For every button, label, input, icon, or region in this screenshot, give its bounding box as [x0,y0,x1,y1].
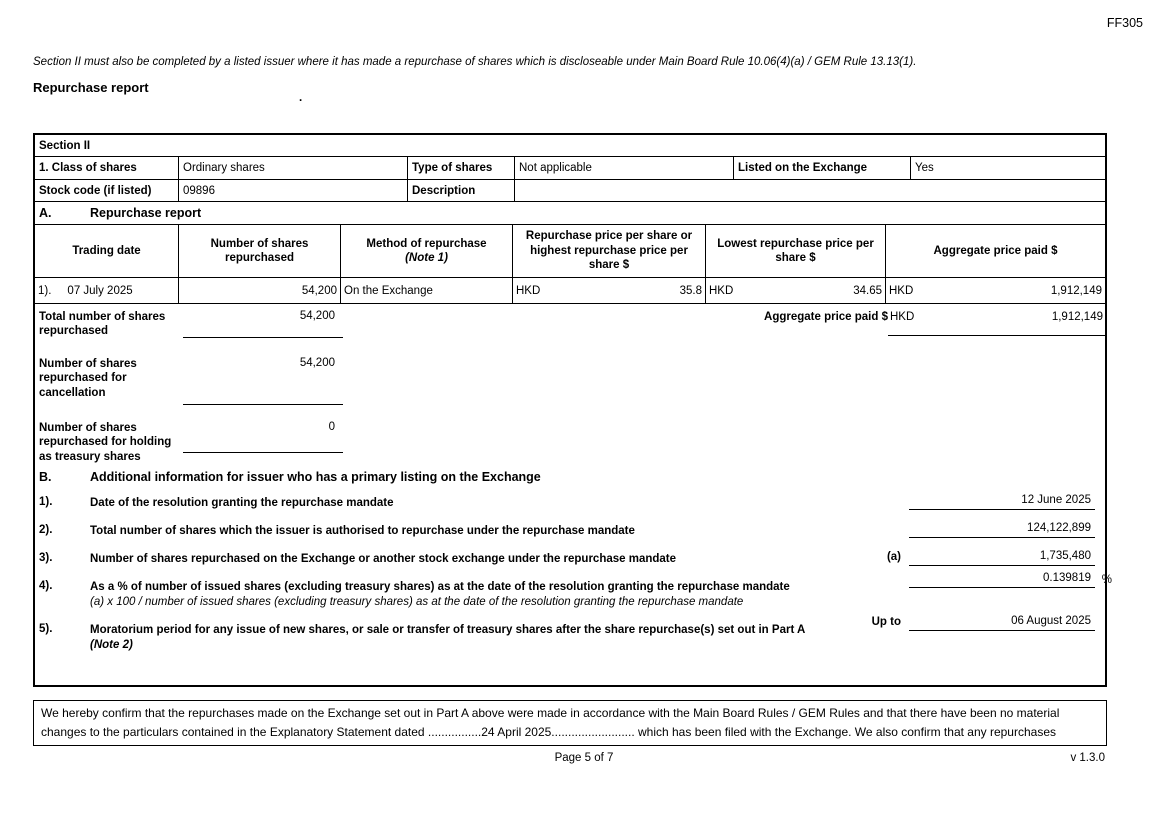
b5-prefix: Up to [871,615,901,628]
row-number: 1). [38,284,52,297]
b5-text: Moratorium period for any issue of new shares, or sale or transfer of treasury shares after the share repurchase(s) set out in Part A [90,623,806,636]
section-a-letter: A. [39,206,52,220]
form-code: FF305 [1106,16,1143,30]
class-of-shares-row [35,157,1105,180]
type-of-shares-value: Not applicable [515,157,734,179]
b1-value: 12 June 2025 [909,494,1095,510]
col-method-label: Method of repurchase [366,237,487,250]
stock-code-value: 09896 [179,180,408,201]
aggregate-total-currency: HKD [890,311,915,323]
aggregate-total-label: Aggregate price paid $ [764,311,888,323]
stock-code-label: Stock code (if listed) [35,180,179,201]
b5-note: (Note 2) [90,638,133,651]
aggregate-total-value: 1,912,149 [1051,311,1103,323]
b5-number: 5). [39,622,53,635]
treasury-shares-value: 0 [183,421,343,453]
b2-value: 124,122,899 [909,522,1095,538]
b4-value-number: 0.139819 [1043,571,1091,584]
page-title: Repurchase report [33,80,149,95]
b3-value-wrap [887,550,1095,566]
repurchase-table [35,224,1105,304]
row-high-price-cell [513,278,706,303]
aggregate-total-row [764,310,1105,336]
description-label: Description [408,180,515,201]
section-b-heading [35,470,1105,484]
col-shares-repurchased: Number of shares repurchased [179,225,341,277]
b4-number: 4). [39,579,53,592]
col-method-note: (Note 1) [405,252,448,264]
list-item-b2 [35,521,1105,539]
section-b [35,466,1112,653]
aggregate-total-box [888,310,1105,336]
treasury-shares-row [35,421,1105,464]
table-row [35,277,1105,303]
b2-value-wrap [909,522,1095,538]
section-ii-header: Section II [35,135,1105,157]
b3-value: 1,735,480 [909,550,1095,566]
b3-prefix: (a) [886,550,901,563]
confirmation-line1: We hereby confirm that the repurchases made on the Exchange set out in Part A above were made in accordance with the Main Board Rules / GEM Rules and that there have been no material [41,706,1060,720]
row-aggregate-price: 1,912,149 [1050,284,1102,297]
b5-value: 06 August 2025 [909,615,1095,631]
type-of-shares-label: Type of shares [408,157,515,179]
class-of-shares-label: 1. Class of shares [35,157,179,179]
row-high-price: 35.8 [679,284,702,297]
class-of-shares-value: Ordinary shares [179,157,408,179]
treasury-shares-label: Number of shares repurchased for holding as treasury shares [39,421,172,463]
list-item-b4 [35,571,1112,610]
list-item-b5 [35,614,1105,653]
cancellation-shares-label: Number of shares repurchased for cancellation [39,357,137,399]
b2-text: Total number of shares which the issuer is authorised to repurchase under the repurchase mandate [90,524,635,537]
page-number: Page 5 of 7 [554,752,614,764]
b4-note: (a) x 100 / number of issued shares (excluding treasury shares) as at the date of the resolution granting the repurchase mandate [90,595,744,608]
row-aggregate-currency: HKD [889,284,914,297]
row-aggregate-cell [886,278,1105,303]
confirmation-box [33,700,1107,746]
section-b-letter: B. [39,470,52,484]
row-shares: 54,200 [179,278,341,303]
main-table [33,133,1112,687]
col-aggregate-price: Aggregate price paid $ [933,244,1058,257]
total-shares-label: Total number of shares repurchased [39,311,166,338]
version-label: v 1.3.0 [1070,752,1105,764]
b4-text: As a % of number of issued shares (excluding treasury shares) as at the date of the resolution granting the repurchase mandate [90,580,790,593]
intro-note: Section II must also be completed by a listed issuer where it has made a repurchase of shares which is discloseable under Main Board Rule 10.06(4)(a) / GEM Rule 13.13(1). [33,56,917,68]
list-item-b1 [35,496,1105,511]
cancellation-shares-value: 54,200 [183,357,343,405]
b3-text: Number of shares repurchased on the Exchange or another stock exchange under the repurchase mandate [90,552,677,565]
stray-dot: . [299,92,303,104]
totals-block [35,304,1105,466]
description-value [515,180,1105,201]
listed-on-exchange-value: Yes [915,162,934,174]
b3-number: 3). [39,551,53,564]
stock-code-row [35,180,1105,202]
row-low-price: 34.65 [853,284,882,297]
b4-percent-suffix: % [1101,573,1112,586]
b2-number: 2). [39,523,53,536]
b1-number: 1). [39,496,53,508]
total-shares-value: 54,200 [183,310,343,338]
section-b-title: Additional information for issuer who has a primary listing on the Exchange [90,470,541,484]
row-method: On the Exchange [341,278,513,303]
cancellation-shares-row [35,357,1105,405]
b5-value-wrap [872,615,1095,631]
repurchase-table-header [35,225,1105,277]
section-a-title: Repurchase report [90,206,202,220]
b4-value-wrap [909,571,1112,588]
col-high-price: Repurchase price per share or highest repurchase price per share $ [513,225,706,277]
b1-value-wrap [909,494,1095,510]
b1-text: Date of the resolution granting the repurchase mandate [90,497,394,509]
row-high-currency: HKD [516,284,541,297]
section-a-heading [35,202,1105,224]
col-trading-date: Trading date [35,225,179,277]
row-trading-date-cell [35,278,179,303]
col-method [341,225,513,277]
row-trading-date: 07 July 2025 [67,284,133,297]
row-low-price-cell [706,278,886,303]
col-low-price: Lowest repurchase price per share $ [706,225,886,277]
row-low-currency: HKD [709,284,734,297]
listed-on-exchange-label: Listed on the Exchange [734,157,911,179]
list-item-b3 [35,549,1105,567]
b4-value [909,571,1112,588]
confirmation-line2: changes to the particulars contained in the Explanatory Statement dated ................24 April 2025......................... which has been filed with the Exchange. We also confirm that any repurchases [41,725,1057,740]
